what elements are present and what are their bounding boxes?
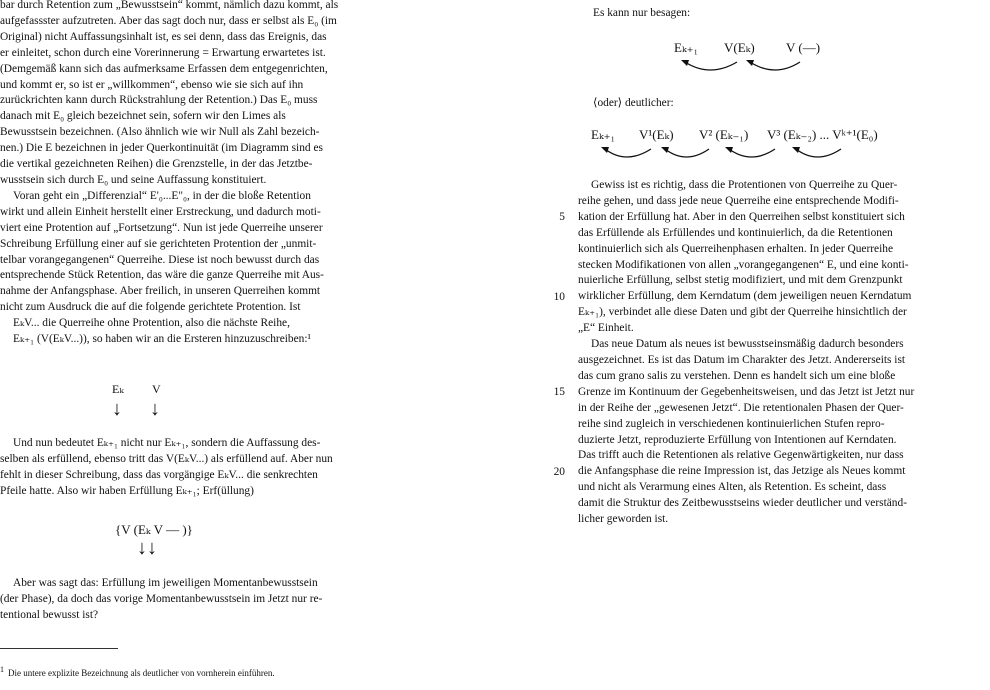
text-line: licher geworden ist. — [578, 513, 669, 526]
text-line: entsprechende Stück Retention, das wäre die ganze Querreihe mit Aus- — [0, 269, 324, 282]
text-line: Schreibung Erfüllung einer auf sie gerichteten Protention der „unmit- — [0, 237, 317, 250]
text-line: wirkt und allein Einheit herstellt einer Erstreckung, und dadurch moti- — [0, 205, 321, 218]
down-arrow-icon: ↓ — [150, 398, 160, 420]
text-line: selben als erfüllend, ebenso tritt das V(EₖV...) als erfüllend auf. Aber nun — [0, 452, 333, 465]
text-line: Bewusstsein bezeichnen. (Also ähnlich wie wir Null als Zahl bezeich- — [0, 126, 320, 139]
right-page — [555, 0, 990, 690]
text-line: reihe gehen, und dass jede neue Querreihe eine entsprechende Modifi- — [578, 194, 899, 207]
text-line: tentional bewusst ist? — [0, 608, 99, 621]
left-paragraph-2 — [0, 189, 425, 348]
formula-1-arrows — [665, 56, 835, 76]
left-paragraph-3 — [0, 436, 425, 500]
text-line: Grenze im Kontinuum der Gegebenheitsweisen, und das Jetzt ist Jetzt nur — [578, 385, 915, 398]
text-line: und kommt er, so ist er „willkommen“, ebenso wie sie sich auf ihn — [0, 78, 304, 91]
text-line: stecken Modifikationen von allen „vorangegangenen“ E, und eine konti- — [578, 258, 909, 271]
text-line: Und nun bedeutet Eₖ₊₁ nicht nur Eₖ₊₁, sondern die Auffassung des- — [13, 437, 321, 449]
left-page — [0, 0, 450, 690]
text-line: aufgefassster aufzutreten. Aber das sagt doch nur, dass er selbst als E₀ (im — [0, 14, 337, 27]
right-paragraph-1 — [578, 178, 988, 337]
text-line: kontinuierlich sich als Querreihenphasen erhalten. In jeder Querreihe — [578, 242, 894, 255]
text-line: fehlt in dieser Schreibung, dass das vorgängige EₖV... die senkrechten — [0, 468, 318, 481]
formula-2-term-2: V¹(Eₖ) — [639, 127, 674, 142]
text-line: nicht zum Ausdruck die auf die folgende gerichtete Protention. Ist — [0, 301, 301, 314]
down-arrow-icon: ↓ — [112, 398, 122, 420]
text-line: die Anfangsphase die reine Impression ist, das Jetzige als Neues kommt — [578, 465, 906, 478]
text-line: das cum grano salis zu verstehen. Denn es handelt sich um eine bloße — [578, 369, 896, 382]
text-line: reihe sind zugleich in verschiedenen kontinuierlichen Stufen repro- — [578, 417, 885, 430]
text-line: Gewiss ist es richtig, dass die Protentionen von Querreihe zu Quer- — [591, 179, 898, 191]
text-line: viert eine Protention auf „Fortsetzung“. Nun ist jede Querreihe unserer — [0, 221, 323, 234]
footnote-rule — [0, 648, 118, 649]
left-paragraph-4 — [0, 576, 425, 624]
text-line: EₖV... die Querreihe ohne Protention, also die nächste Reihe, — [13, 317, 290, 330]
left-text-block-2 — [0, 436, 425, 500]
footnote-text: Die untere explizite Bezeichnung als deutlicher von vornherein einführen. — [8, 668, 275, 678]
right-intro: Es kann nur besagen: — [593, 7, 691, 19]
text-line: die vertikal gezeichneten Reihen) die Grenzstelle, in der das Jetztbe- — [0, 158, 313, 171]
text-line: Eₖ₊₁), verbindet alle diese Daten und gibt der Querreihe hinsichtlich der — [578, 306, 907, 319]
diagram-v-label: V — [152, 382, 161, 396]
text-line: wirklicher Erfüllung, dem Kerndatum (dem jeweiligen neuen Kerndatum — [578, 290, 912, 303]
right-paragraph-2 — [578, 337, 988, 528]
text-line: Pfeile hatte. Also wir haben Erfüllung Eₖ₊₁; Erf(üllung) — [0, 484, 254, 497]
text-line: kation der Erfüllung hat. Aber in den Querreihen selbst konstituiert sich — [578, 210, 905, 223]
text-line: ausgezeichnet. Es ist das Datum im Charakter des Jetzt. Andererseits ist — [578, 353, 906, 366]
footnote-mark: 1 — [0, 665, 4, 674]
text-line: in der Reihe der „gewesenen Jetzt“. Die retentionalen Phasen der Quer- — [578, 401, 904, 414]
text-line: nuierliche Erfüllung, selbst stetig modifiziert, und mit dem Grenzpunkt — [578, 274, 903, 287]
right-text-block — [578, 178, 988, 528]
text-line: Voran geht ein „Differenzial“ E'₀...E"₀, in der die bloße Retention — [13, 189, 311, 202]
line-number: 10 — [553, 291, 565, 303]
right-oder: ⟨oder⟩ deutlicher: — [593, 97, 674, 109]
formula-2-arrows — [591, 143, 911, 165]
double-down-arrow-icon: ↓↓ — [137, 537, 157, 559]
text-line: Das neue Datum als neues ist bewusstseinsmäßig dadurch besonders — [591, 338, 904, 351]
text-line: Aber was sagt das: Erfüllung im jeweiligen Momentanbewusstsein — [13, 577, 318, 589]
formula-2-term-1: Eₖ₊₁ — [591, 127, 616, 142]
text-line: zurückrichten kann durch Rückstrahlung der Retention.) Das E₀ muss — [0, 94, 318, 107]
text-line: und nicht als Verarmung eines Alten, als Retention. Es scheint, dass — [578, 481, 887, 494]
text-line: nahme der Anfangsphase. Aber freilich, in unseren Querreihen kommt — [0, 285, 321, 298]
text-line: telbar vorangegangenen“ Querreihe. Diese ist noch bewusst durch das — [0, 253, 320, 266]
left-text-block — [0, 0, 425, 348]
text-line: damit die Struktur des Zeitbewusstseins wieder deutlicher und verständ- — [578, 497, 907, 510]
text-line: danach mit E₀ gleich bezeichnet sein, sofern wir den Limes als — [0, 110, 286, 123]
text-line: (Demgemäß kann sich das aufmerksame Erfassen dem entgegenrichten, — [0, 62, 328, 75]
diagram-formula — [115, 522, 193, 559]
line-number: 20 — [553, 466, 565, 478]
formula-1-term-2: V(Eₖ) — [724, 40, 755, 55]
text-line: „E“ Einheit. — [578, 322, 634, 335]
line-number: 5 — [559, 211, 565, 223]
left-paragraph-1 — [0, 0, 425, 189]
left-text-block-3 — [0, 576, 425, 624]
formula-2-term-3: V² (Eₖ₋₁) — [699, 127, 749, 142]
text-line: duzierte Jetzt, reproduzierte Erfüllung von Intentionen auf Kerndaten. — [578, 433, 897, 446]
text-line: wusstsein sich durch E₀ und seine Auffassung konstituiert. — [0, 173, 267, 186]
diagram-formula-text: {V (Eₖ V — )} — [115, 522, 193, 537]
diagram-ek-label: Eₖ — [112, 382, 124, 396]
text-line: bar durch Retention zum „Bewusstsein“ kommt, nämlich dazu kommt, als — [0, 0, 339, 11]
line-number: 15 — [553, 386, 565, 398]
text-line: Das trifft auch die Retentionen als relative Gegenwärtigkeiten, nur dass — [578, 449, 904, 462]
formula-1-term-3: V (—) — [786, 40, 821, 55]
text-line: Original) nicht Auffassungsinhalt ist, es sei denn, dass das Ereignis, das — [0, 30, 327, 43]
text-line: das Erfüllende als Erfüllendes und kontinuierlich, da die Retentionen — [578, 226, 893, 239]
text-line: er einleitet, schon durch eine Vorerinnerung = Erwartung erwartetes ist. — [0, 46, 326, 59]
footnote — [0, 665, 275, 678]
text-line: nen.) Die E bezeichnen in jeder Querkontinuität (im Diagramm sind es — [0, 142, 323, 155]
text-line: (der Phase), da doch das vorige Momentanbewusstsein im Jetzt nur re- — [0, 592, 323, 605]
formula-2-term-4: V³ (Eₖ₋₂) ... Vᵏ⁺¹(E₀) — [767, 127, 878, 142]
formula-1-term-1: Eₖ₊₁ — [674, 40, 699, 55]
text-line: Eₖ₊₁ (V(EₖV...)), so haben wir an die Ersteren hinzuzuschreiben:¹ — [13, 333, 311, 346]
